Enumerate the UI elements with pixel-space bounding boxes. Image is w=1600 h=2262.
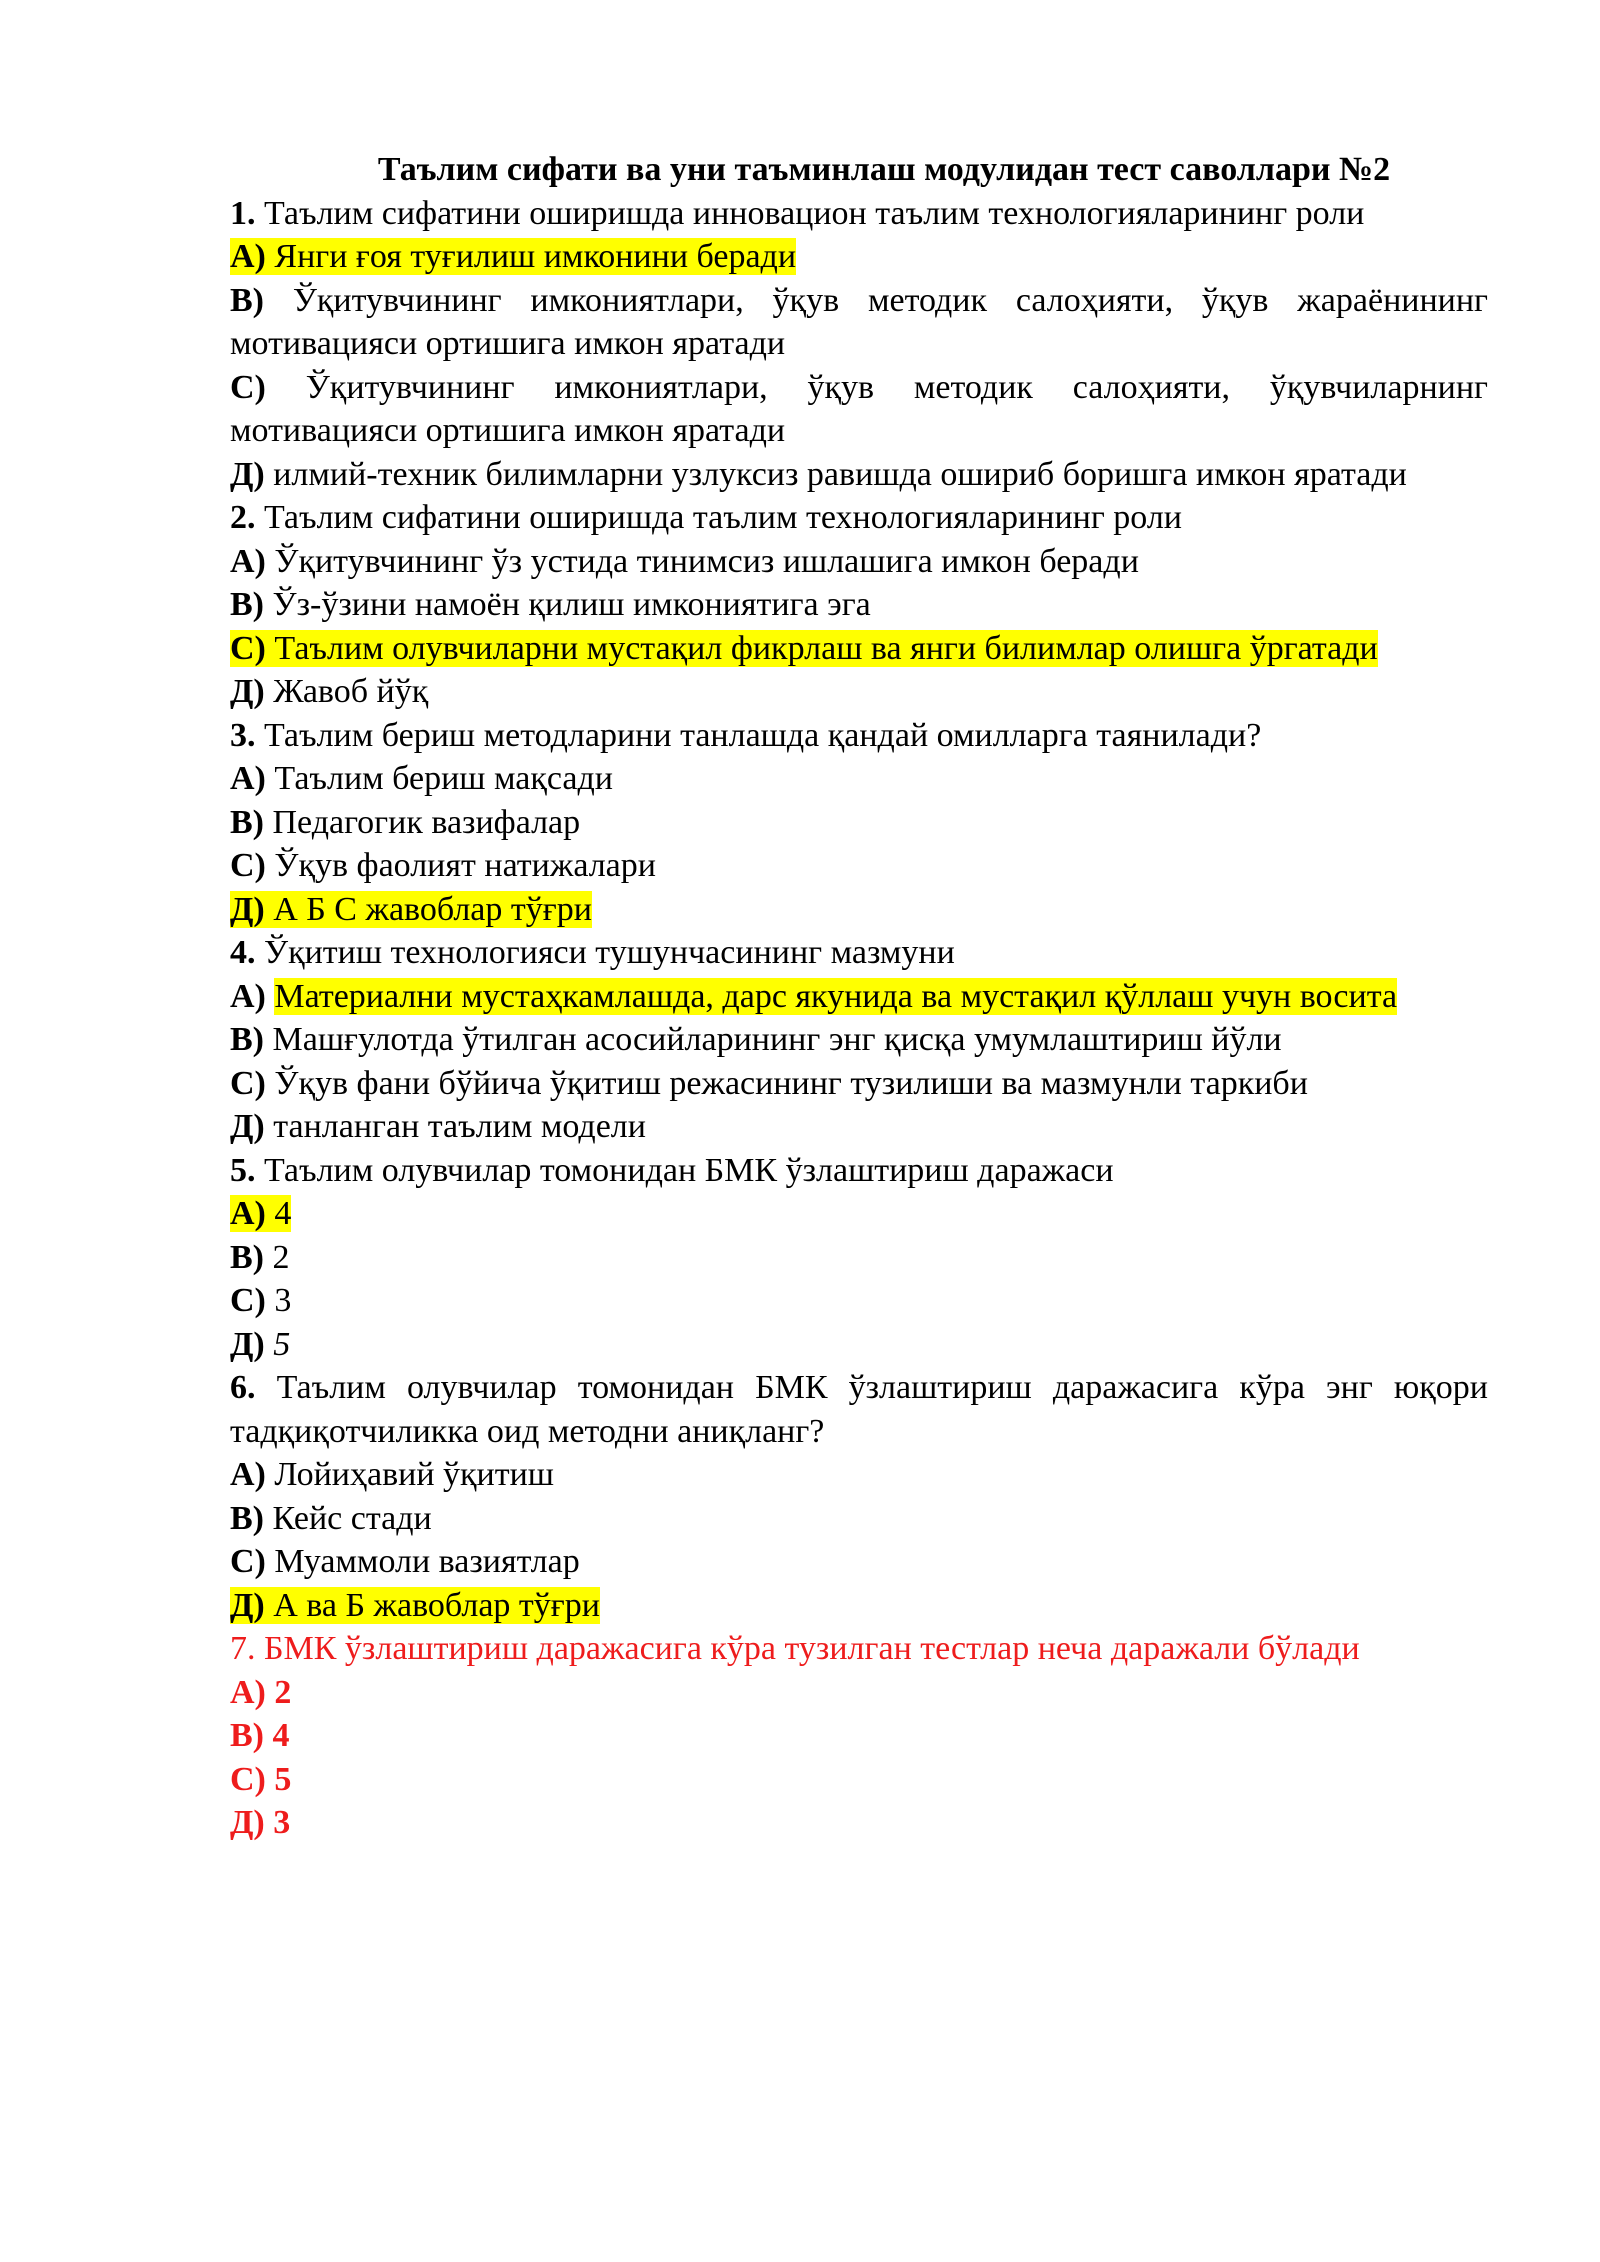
option-a: А) Таълим бериш мақсади (230, 760, 613, 797)
option-b: В) Ўқитувчининг имкониятлари, ўқув методик салоҳияти, ўқув жараёнининг мотивацияси ортишига имкон яратади (230, 281, 1488, 362)
question-number: 4. (230, 934, 256, 971)
option-a: А) 2 (230, 1673, 292, 1711)
answer-highlight: Д) А Б С жавоблар тўғри (230, 890, 592, 928)
question-number: 1. (230, 194, 256, 232)
document-title: Таълим сифати ва уни таъминлаш модулидан тест саволлари №2 (377, 151, 1391, 188)
question-text: 6. Таълим олувчилар томонидан БМК ўзлаштириш даражасига кўра энг юқори тадқиқотчиликка оид методни аниқланг? (230, 1369, 1488, 1450)
option-a-correct (230, 1192, 1488, 1236)
option-b: В) Кейс стади (230, 1499, 432, 1537)
question-2 (230, 496, 1488, 714)
option-b: В) Педагогик вазифалар (230, 803, 581, 841)
option-b: В) Ўз-ўзини намоён қилиш имкониятига эга (230, 586, 871, 623)
answer-highlight: С) Таълим олувчиларни мустақил фикрлаш ва янги билимлар олишга ўргатади (230, 629, 1378, 667)
option-d: Д) танланган таълим модели (230, 1108, 646, 1145)
question-text: 3. Таълим бериш методларини танлашда қандай омилларга таянилади? (230, 716, 1262, 754)
question-text: 2. Таълим сифатини оширишда таълим технологияларининг роли (230, 499, 1182, 536)
answer-highlight: Материални мустаҳкамлашда, дарс якунида ва мустақил қўллаш учун восита (274, 977, 1398, 1015)
option-a: А) Ўқитувчининг ўз устида тинимсиз ишлашига имкон беради (230, 542, 1139, 580)
option-d: Д) Жавоб йўқ (230, 673, 429, 710)
question-number: 3. (230, 716, 256, 754)
option-a: А) Лойиҳавий ўқитиш (230, 1456, 554, 1493)
question-7 (230, 1627, 1488, 1845)
question-number: 6. (230, 1369, 256, 1406)
answer-highlight: Д) А ва Б жавоблар тўғри (230, 1586, 600, 1624)
question-text: 7. БМК ўзлаштириш даражасига кўра тузилган тестлар неча даражали бўлади (230, 1630, 1360, 1667)
question-text: 1. Таълим сифатини оширишда инновацион таълим технологияларининг роли (230, 194, 1365, 232)
option-b: В) 2 (230, 1238, 290, 1276)
question-text: 4. Ўқитиш технологияси тушунчасининг мазмуни (230, 934, 955, 971)
answer-highlight: А) 4 (230, 1195, 292, 1232)
option-d: Д) 3 (230, 1804, 291, 1841)
option-c: С) Ўқитувчининг имкониятлари, ўқув методик салоҳияти, ўқувчиларнинг мотивацияси ортишига имкон яратади (230, 368, 1488, 449)
question-number: 7. (230, 1630, 256, 1667)
question-number: 5. (230, 1151, 256, 1189)
option-a-correct (230, 235, 1488, 279)
answer-highlight: А) Янги ғоя туғилиш имконини беради (230, 238, 797, 275)
option-d: Д) 5 (230, 1325, 291, 1363)
option-c: С) Ўқув фани бўйича ўқитиш режасининг тузилиши ва мазмунли таркиби (230, 1064, 1308, 1102)
option-d-correct (230, 1584, 1488, 1628)
option-c: С) Ўқув фаолият натижалари (230, 847, 656, 884)
option-c: С) 3 (230, 1282, 292, 1319)
option-a-correct: А) Материални мустаҳкамлашда, дарс якунида ва мустақил қўллаш учун восита (230, 977, 1398, 1015)
question-5 (230, 1149, 1488, 1367)
option-b: В) Машғулотда ўтилган асосийларининг энг қисқа умумлаштириш йўли (230, 1021, 1282, 1058)
question-1 (230, 192, 1488, 497)
question-3 (230, 714, 1488, 932)
option-b: В) 4 (230, 1717, 290, 1754)
option-d-correct (230, 888, 1488, 932)
document-page (230, 148, 1488, 1845)
option-c: С) Муаммоли вазиятлар (230, 1543, 580, 1580)
option-d: Д) илмий-техник билимларни узлуксиз равишда ошириб боришга имкон яратади (230, 455, 1407, 493)
question-4 (230, 931, 1488, 1149)
question-6 (230, 1366, 1488, 1627)
question-number: 2. (230, 499, 256, 536)
option-c: С) 5 (230, 1760, 292, 1798)
option-c-correct (230, 627, 1488, 671)
question-text: 5. Таълим олувчилар томонидан БМК ўзлаштириш даражаси (230, 1151, 1114, 1189)
